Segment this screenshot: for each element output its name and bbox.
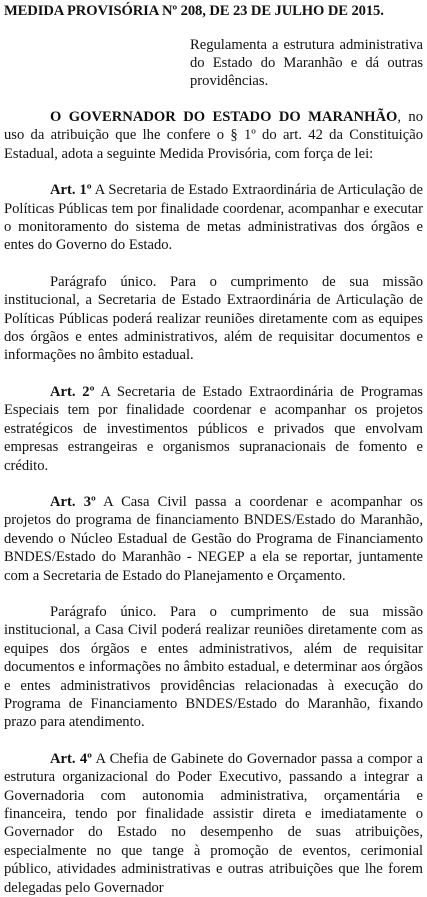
article-2-label: Art. 2º — [50, 383, 95, 400]
article-3-sole-paragraph-text: Parágrafo único. Para o cumprimento de sua missão institucional, a Casa Civil poderá realizar reuniões diretamente com as equipes dos órgãos e entes administrativos, além de requisitar documentos e informações no âmbito estadual, e determinar aos órgãos e entes administrativos providências relacionadas à execução do Programa de Financiamento BNDES/Estado do Maranhão, fixando prazo para atendimento. — [4, 603, 423, 731]
article-2-text: A Secretaria de Estado Extraordinária de Programas Especiais tem por finalidade coordenar e acompanhar os projetos estratégicos de investimentos públicos e privados que envolvam empresas estrangeiras e organismos supranacionais de fomento e crédito. — [4, 383, 423, 474]
article-3-paragraph — [4, 493, 423, 585]
article-3-label: Art. 3º — [50, 493, 96, 510]
document-ementa: Regulamenta a estrutura administrativa do Estado do Maranhão e dá outras providências. — [190, 37, 423, 89]
preamble-paragraph — [4, 108, 423, 163]
preamble-text: , no uso da atribuição que lhe confere o § 1º do art. 42 da Constituição Estadual, adota a seguinte Medida Provisória, com força de lei: — [4, 109, 423, 162]
article-1-text: A Secretaria de Estado Extraordinária de Articulação de Políticas Públicas tem por finalidade coordenar, acompanhar e executar o monitoramento do sistema de metas administrativas dos órgãos e entes do Governo do Estado. — [4, 182, 423, 254]
document-title: MEDIDA PROVISÓRIA Nº 208, DE 23 DE JULHO DE 2015. — [4, 3, 384, 19]
preamble-heading: O GOVERNADOR DO ESTADO DO MARANHÃO — [50, 109, 398, 125]
article-3-text: A Casa Civil passa a coordenar e acompanhar os projetos do programa de financiamento BNDES/Estado do Maranhão, devendo o Núcleo Estadual de Gestão do Programa de Financiamento BNDES/Estado do Maranhão - NEGEP a ela se reportar, juntamente com a Secretaria de Estado do Planejamento e Orçamento. — [4, 493, 423, 584]
article-1-sole-paragraph-text: Parágrafo único. Para o cumprimento de sua missão institucional, a Secretaria de Estado Extraordinária de Articulação de Políticas Públicas poderá realizar reuniões diretamente com as equipes dos órgãos e entes administrativos, além de requisitar documentos e informações no âmbito estadual. — [4, 273, 423, 364]
article-4-label: Art. 4º — [50, 750, 92, 767]
article-1-label: Art. 1º — [50, 182, 92, 199]
article-3-sole-paragraph — [4, 603, 423, 732]
article-1-sole-paragraph — [4, 273, 423, 365]
article-4-text: A Chefia de Gabinete do Governador passa a compor a estrutura organizacional do Poder Executivo, passando a integrar a Governadoria com autonomia administrativa, orçamentária e financeira, tendo por finalidade assistir direta e imediatamente o Governador do Estado no desempenho de suas atribuições, especialmente no que tange à promoção de eventos, cerimonial público, atividades administrativas e outras atribuições que lhe forem delegadas pelo Governador — [4, 750, 423, 896]
article-4-paragraph — [4, 750, 423, 897]
article-1-paragraph — [4, 181, 423, 255]
article-2-paragraph — [4, 383, 423, 475]
